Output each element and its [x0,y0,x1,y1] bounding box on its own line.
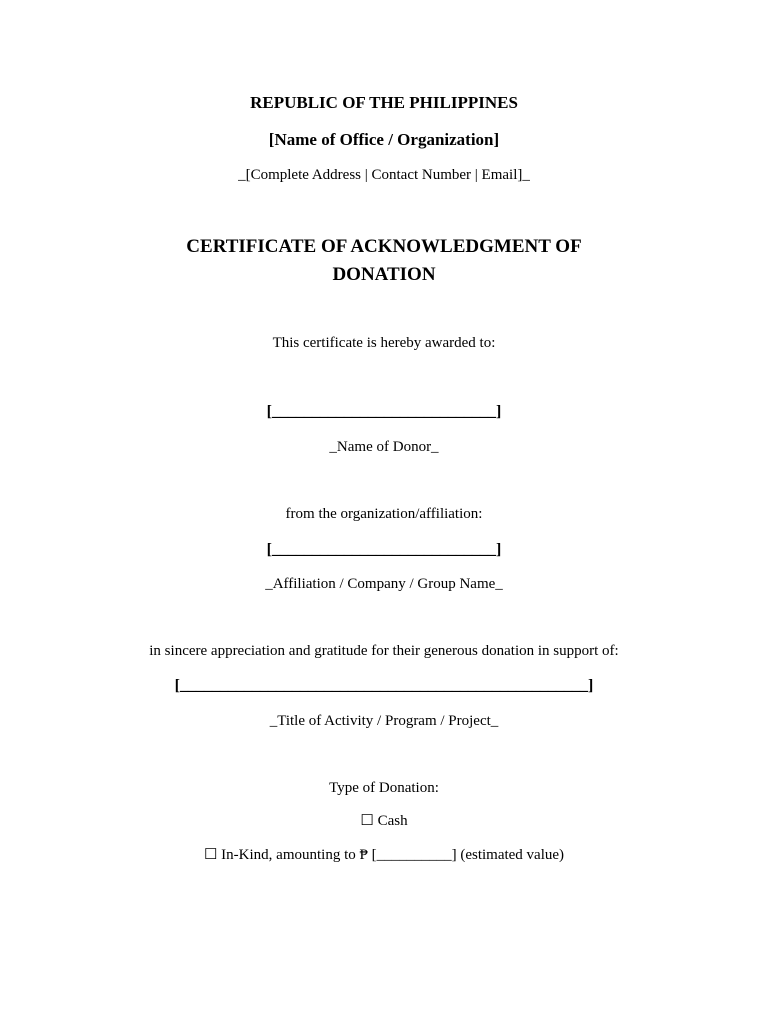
country-heading: REPUBLIC OF THE PHILIPPINES [250,93,518,112]
certificate-title: CERTIFICATE OF ACKNOWLEDGMENT OF DONATION [186,236,582,285]
awarded-to-intro: This certificate is hereby awarded to: [272,335,496,351]
office-address: _[Complete Address | Contact Number | Email]_ [238,167,530,183]
donation-type-label: Type of Donation: [329,780,439,796]
donor-name-field: [____________________________] [266,403,502,420]
cash-option [0,812,768,830]
inkind-option [0,846,768,864]
office-name: [Name of Office / Organization] [268,130,500,149]
affiliation-field: [____________________________] [266,541,502,558]
affiliation-intro: from the organization/affiliation: [285,506,483,522]
program-field: [___________________________________________________] [174,677,594,694]
donor-name-caption: _Name of Donor_ [329,439,439,455]
affiliation-caption: _Affiliation / Company / Group Name_ [265,576,503,592]
appreciation-intro: in sincere appreciation and gratitude for their generous donation in support of: [149,643,619,659]
inkind-option-label: In-Kind, amounting to ₱ [__________] (estimated value) [221,847,565,863]
program-caption: _Title of Activity / Program / Project_ [269,713,499,729]
checkbox-icon[interactable]: ☐ [203,847,218,863]
cash-option-label: Cash [377,813,408,829]
checkbox-icon[interactable]: ☐ [360,813,374,829]
